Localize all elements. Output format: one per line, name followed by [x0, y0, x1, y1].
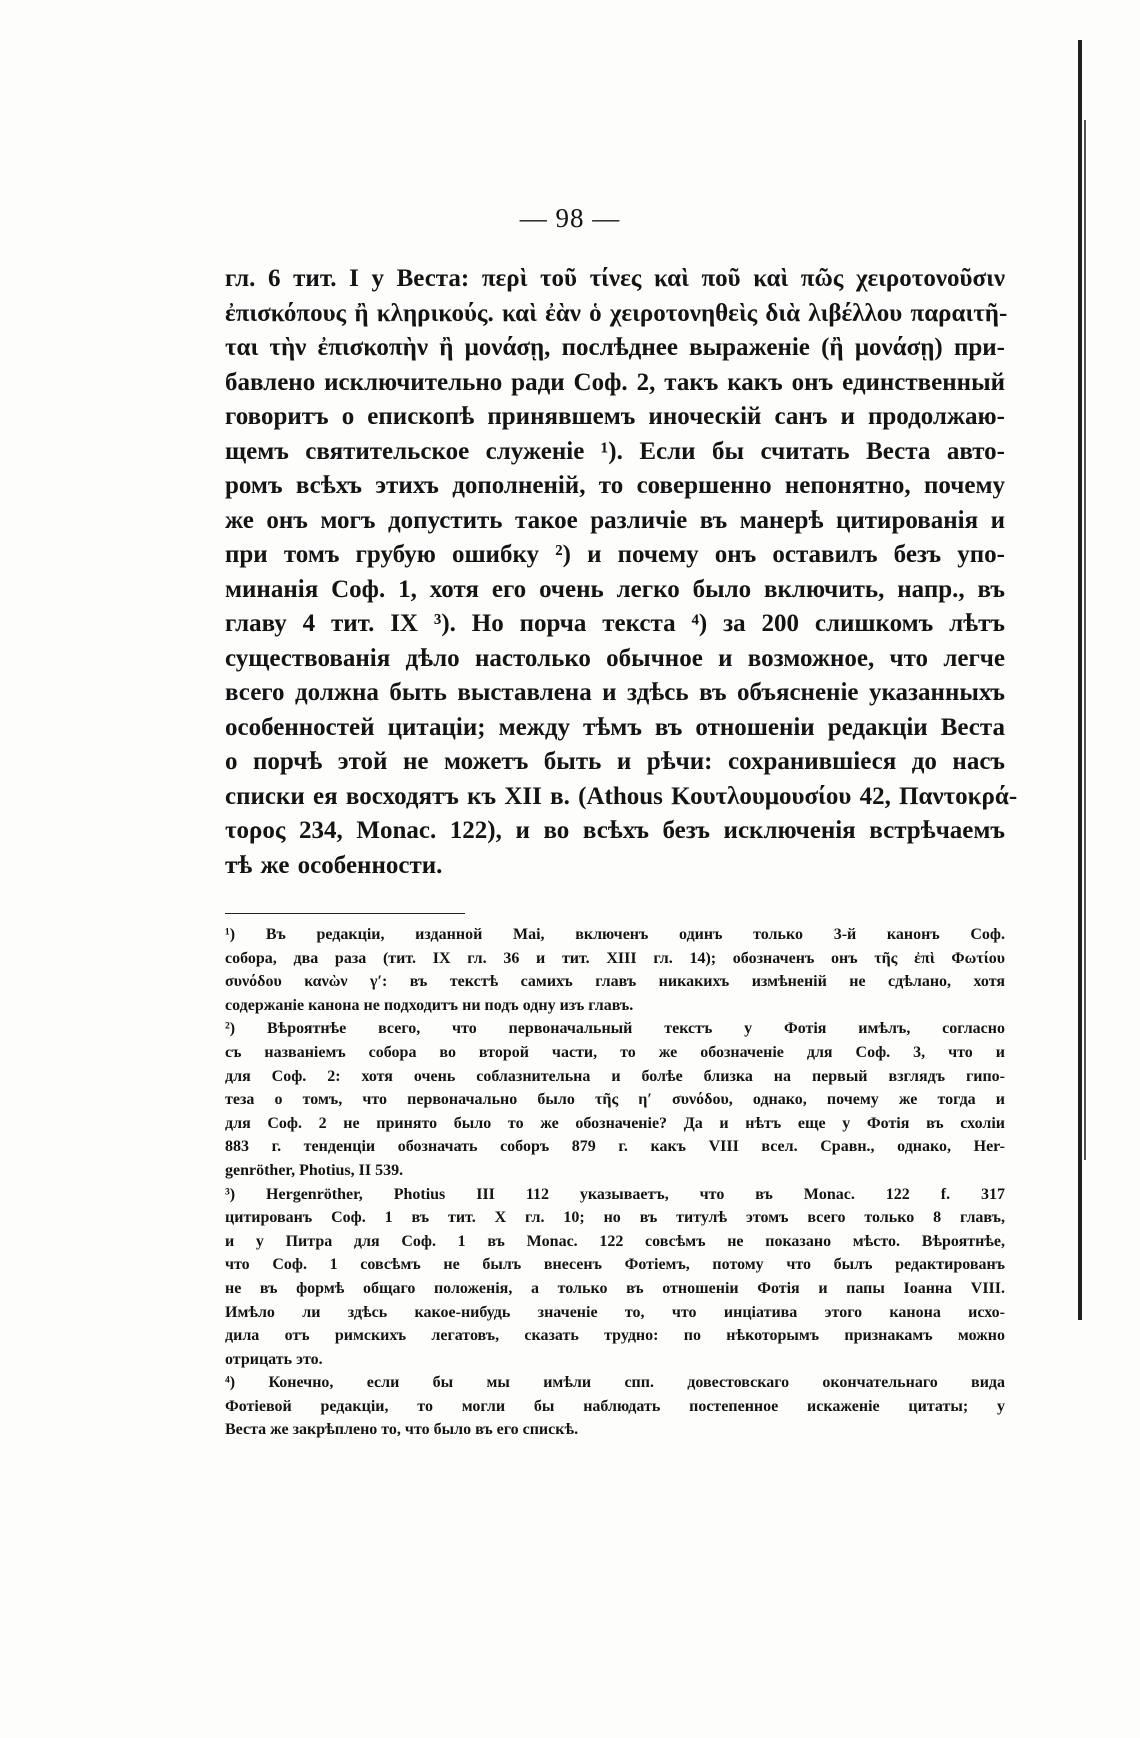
footnote-line: что Соф. 1 совсѣмъ не былъ внесенъ Фотіемъ, потому что былъ редактированъ — [225, 1256, 1005, 1274]
body-line: ἐπισκόπους ἢ κληρικούς. καὶ ἐὰν ὁ χειροτονηθεὶς διὰ λιβέλλου παραιτῆ- — [225, 299, 1008, 327]
body-line: главу 4 тит. IX ³). Но порча текста ⁴) за 200 слишкомъ лѣтъ — [225, 610, 1005, 637]
footnote-line: Фотіевой редакціи, то могли бы наблюдать постепенное искаженіе цитаты; у — [225, 1397, 1005, 1415]
footnote-line: собора, два раза (тит. IX гл. 36 и тит. XIII гл. 14); обозначенъ онъ τῆς ἐπὶ Φωτίου — [225, 949, 1005, 967]
footnote-line: genröther, Photius, II 539. — [225, 1161, 404, 1179]
body-line: списки ея восходятъ къ XII в. (Athous Κουτλουμουσίου 42, Παντοκρά- — [225, 782, 1018, 810]
body-line: особенностей цитаціи; между тѣмъ въ отношеніи редакціи Веста — [225, 713, 1005, 741]
body-line: тѣ же особенности. — [225, 851, 443, 879]
footnote-line: ²) Вѣроятнѣе всего, что первоначальный текстъ у Фотія имѣлъ, согласно — [225, 1020, 1005, 1038]
body-line: существованія дѣло настолько обычное и возможное, что легче — [225, 644, 1005, 672]
footnote-line: теза о томъ, что первоначально было τῆς η′ συνόδου, однако, почему же тогда и — [225, 1091, 1005, 1109]
footnote-line: цитированъ Соф. 1 въ тит. X гл. 10; но въ титулѣ этомъ всего только 8 главъ, — [225, 1209, 1005, 1227]
footnote-line: съ названіемъ собора во второй части, то же обозначеніе для Соф. 3, что и — [225, 1043, 1005, 1061]
footnote-line: Имѣло ли здѣсь какое-нибудь значеніе то, что инціатива этого канона исхо- — [225, 1303, 1005, 1321]
body-line: ромъ всѣхъ этихъ дополненій, то совершенно непонятно, почему — [225, 472, 1005, 499]
body-line: щемъ святительское служеніе ¹). Если бы считать Веста авто- — [225, 437, 1005, 465]
footnotes — [225, 923, 1005, 1442]
footnote-line: отрицать это. — [225, 1350, 323, 1368]
footnote-line: для Соф. 2: хотя очень соблазнительна и болѣе близка на первый взглядъ гипо- — [225, 1067, 1005, 1085]
body-line: ται τὴν ἐπισκοπὴν ἢ μονάσῃ, послѣднее выраженіе (ἢ μονάσῃ) при- — [225, 334, 1005, 361]
body-line: о порчѣ этой не можетъ быть и рѣчи: сохранившіеся до насъ — [225, 748, 1005, 775]
body-line: же онъ могъ допустить такое различіе въ манерѣ цитированія и — [225, 506, 1005, 534]
footnote-line: ³) Hergenröther, Photius III 112 указываетъ, что въ Monac. 122 f. 317 — [225, 1185, 1005, 1203]
footnote-line: Веста же закрѣплено то, что было въ его спискѣ. — [225, 1421, 579, 1439]
footnote-line: ⁴) Конечно, если бы мы имѣли спп. довестовскаго окончательнаго вида — [225, 1374, 1005, 1392]
body-line: говоритъ о епископѣ принявшемъ иноческій санъ и продолжаю- — [225, 403, 1005, 430]
footnote-line: для Соф. 2 не принято было то же обозначеніе? Да и нѣтъ еще у Фотія въ схоліи — [225, 1114, 1005, 1132]
scan-border-shadow-inner — [1084, 120, 1086, 1160]
body-line: гл. 6 тит. I у Веста: περὶ τοῦ τίνες καὶ ποῦ καὶ πῶς χειροτονοῦσιν — [225, 265, 1005, 292]
body-line: τορος 234, Monac. 122), и во всѣхъ безъ исключенія встрѣчаемъ — [225, 817, 1005, 844]
footnote-line: содержаніе канона не подходитъ ни подъ одну изъ главъ. — [225, 996, 634, 1014]
footnote-line: 883 г. тенденціи обозначать соборъ 879 г. какъ VIII всел. Сравн., однако, Her- — [225, 1138, 1005, 1156]
footnote-line: дила отъ римскихъ легатовъ, сказать трудно: по нѣкоторымъ признакамъ можно — [225, 1327, 1005, 1345]
body-text — [225, 262, 1018, 883]
footnote-line: не въ формѣ общаго положенія, а только въ отношеніи Фотія и папы Іоанна VIII. — [225, 1279, 1005, 1297]
body-line: при томъ грубую ошибку ²) и почему онъ оставилъ безъ упо- — [225, 541, 1005, 568]
footnote-line: συνόδου κανὼν γ′: въ текстѣ самихъ главъ никакихъ измѣненій не сдѣлано, хотя — [225, 973, 1005, 991]
body-line: всего должна быть выставлена и здѣсь въ объясненіе указанныхъ — [225, 679, 1005, 706]
body-line: минанія Соф. 1, хотя его очень легко было включить, напр., въ — [225, 575, 1005, 603]
footnote-line: и у Питра для Соф. 1 въ Monac. 122 совсѣмъ не показано мѣсто. Вѣроятнѣе, — [225, 1232, 1005, 1250]
footnote-separator — [225, 913, 465, 914]
footnote-line: ¹) Въ редакціи, изданной Маі, включенъ одинъ только 3-й канонъ Соф. — [225, 926, 1005, 943]
page-number: — 98 — — [519, 203, 621, 233]
body-line: бавлено исключительно ради Соф. 2, такъ какъ онъ единственный — [225, 368, 1005, 396]
